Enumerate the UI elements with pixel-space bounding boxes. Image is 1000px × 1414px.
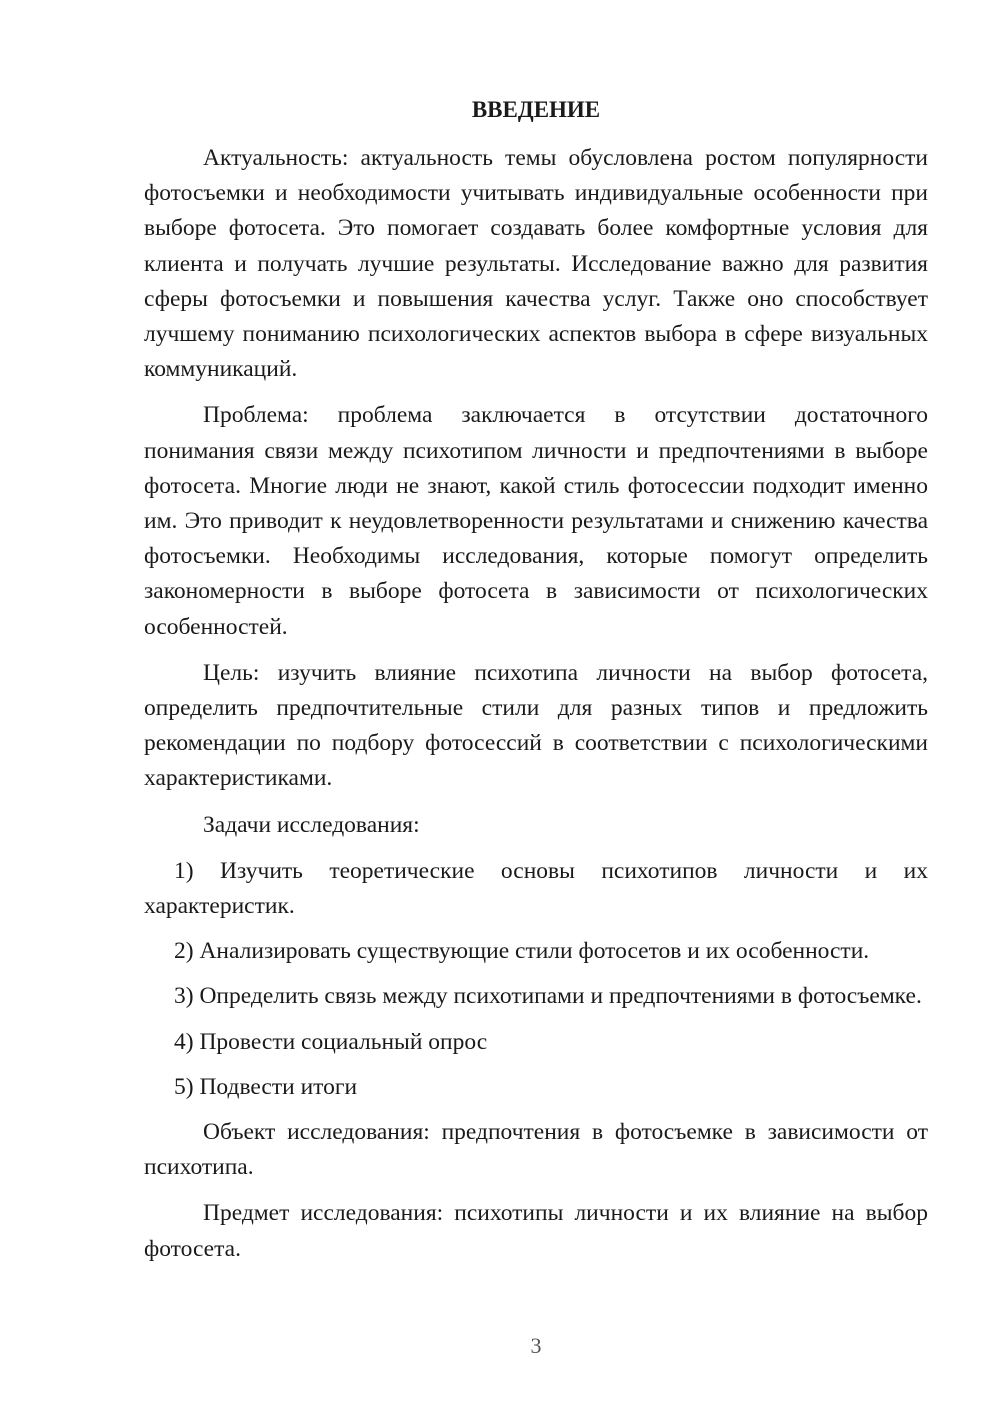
document-body [144, 92, 928, 1278]
tasks-list [144, 854, 928, 1105]
paragraph-goal: Цель: изучить влияние психотипа личности на выбор фотосета, определить предпочтительные стили для разных типов и предложить рекомендации по подбору фотосессий в соответствии с психологическими характеристиками. [144, 659, 928, 792]
paragraph-object: Объект исследования: предпочтения в фотосъемке в зависимости от психотипа. [144, 1119, 928, 1181]
paragraph-subject: Предмет исследования: психотипы личности и их влияние на выбор фотосета. [144, 1200, 928, 1262]
list-item: 2) Анализировать существующие стили фотосетов и их особенности. [174, 938, 870, 965]
list-item: 5) Подвести итоги [174, 1073, 358, 1100]
list-item: 1) Изучить теоретические основы психотипов личности и их характеристик. [144, 857, 928, 920]
paragraph-problem: Проблема: проблема заключается в отсутствии достаточного понимания связи между психотипом личности и предпочтениями в выборе фотосета. Многие люди не знают, какой стиль фотосессии подходит именно им. Это приводит к неудовлетворенности результатами и снижению качества фотосъемки. Необходимы исследования, которые помогут определить закономерности в выборе фотосета в зависимости от психологических особенностей. [144, 402, 928, 640]
page-title: ВВЕДЕНИЕ [471, 97, 601, 122]
list-item: 4) Провести социальный опрос [174, 1028, 488, 1055]
list-item: 3) Определить связь между психотипами и предпочтениями в фотосъемке. [174, 983, 922, 1010]
tasks-heading: Задачи исследования: [203, 811, 420, 838]
page-number: 3 [530, 1333, 542, 1358]
paragraph-relevance: Актуальность: актуальность темы обусловлена ростом популярности фотосъемки и необходимости учитывать индивидуальные особенности при выборе фотосета. Это помогает создавать более комфортные условия для клиента и получать лучшие результаты. Исследование важно для развития сферы фотосъемки и повышения качества услуг. Также оно способствует лучшему пониманию психологических аспектов выбора в сфере визуальных коммуникаций. [144, 145, 928, 383]
